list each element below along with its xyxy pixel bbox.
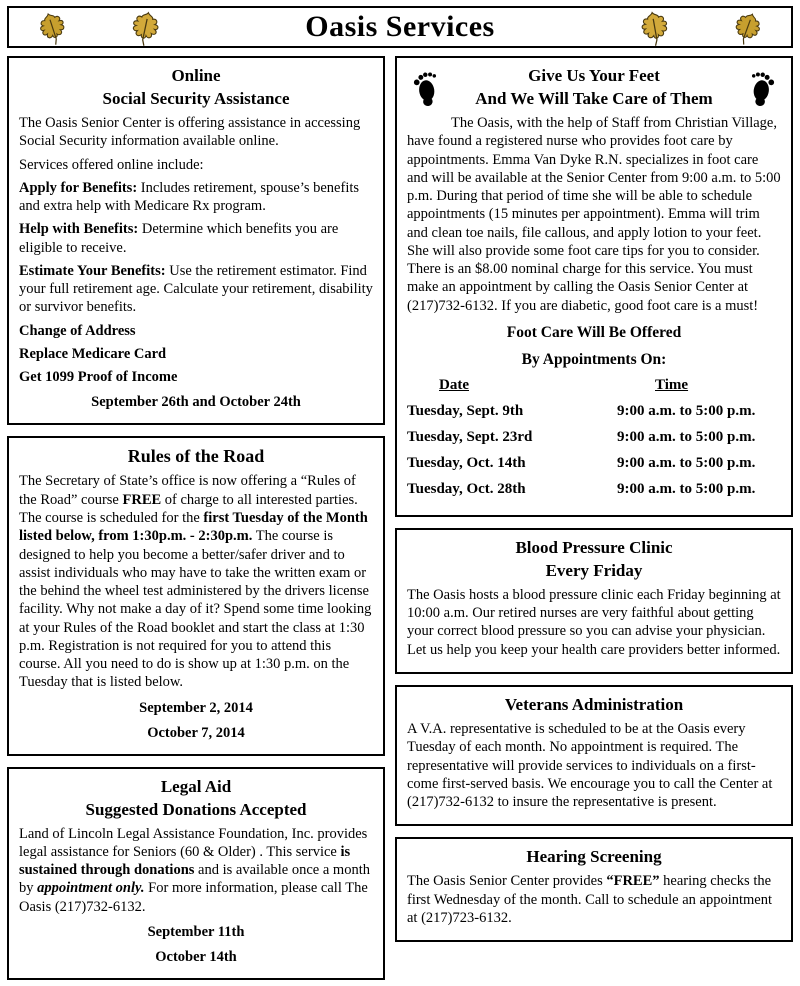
schedule-emphasis: first Tuesday of the Month listed below, from 1:30p.m. - 2:30p.m. bbox=[19, 509, 368, 545]
table-row bbox=[407, 455, 781, 472]
foot-care-title-block bbox=[407, 66, 781, 109]
service-item bbox=[19, 220, 373, 257]
date-line: September 26th and October 24th bbox=[91, 394, 301, 411]
masthead bbox=[7, 6, 793, 48]
intro-text: The Oasis Senior Center is offering assistance in accessing Social Security information available online. bbox=[19, 115, 361, 150]
oak-leaf-icon bbox=[30, 5, 76, 52]
date-column-header: Date bbox=[439, 376, 469, 393]
text-run: hearing checks the first Wednesday of the month. Call to schedule an appointment at (217)723-6132. bbox=[407, 873, 773, 926]
appointment-emphasis: appointment only. bbox=[37, 880, 145, 897]
schedule-time: 9:00 a.m. to 5:00 p.m. bbox=[617, 480, 756, 497]
content-columns bbox=[7, 56, 793, 980]
section-veterans bbox=[395, 685, 793, 826]
hearing-body bbox=[407, 872, 781, 927]
section-rules-of-the-road bbox=[7, 436, 385, 755]
section-foot-care bbox=[395, 56, 793, 517]
schedule-date: Tuesday, Sept. 9th bbox=[407, 402, 524, 419]
text-run: and is available once a month by bbox=[19, 862, 370, 897]
schedule-time: 9:00 a.m. to 5:00 p.m. bbox=[617, 428, 756, 445]
schedule-date: Tuesday, Oct. 14th bbox=[407, 454, 526, 471]
veterans-body: A V.A. representative is scheduled to be at the Oasis every Tuesday of each month. No appointment is required. The representative will provide services to individuals on a first- come first-served basis. We encourage you to call the Center at (217)732-6132 to insure the representative is present. bbox=[407, 720, 773, 811]
oak-leaf-icon bbox=[121, 6, 168, 51]
offer-line: By Appointments On: bbox=[521, 350, 667, 368]
footprint-icon bbox=[745, 66, 778, 111]
free-emphasis: “FREE” bbox=[606, 873, 660, 890]
rules-body bbox=[19, 472, 373, 691]
right-column bbox=[395, 56, 793, 942]
date-line: October 7, 2014 bbox=[147, 724, 245, 741]
date-line: October 14th bbox=[155, 948, 237, 965]
schedule-header-row bbox=[407, 377, 781, 394]
section-subtitle: Suggested Donations Accepted bbox=[85, 799, 307, 819]
text-run: of charge to all interested parties. The course is scheduled for the bbox=[19, 491, 358, 526]
offer-line: Foot Care Will Be Offered bbox=[506, 323, 682, 341]
text-run: For more information, please call The Oasis (217)732-6132. bbox=[19, 880, 368, 915]
left-column bbox=[7, 56, 385, 980]
service-item: Change of Address bbox=[19, 322, 136, 339]
table-row bbox=[407, 429, 781, 446]
services-label: Services offered online include: bbox=[19, 156, 204, 173]
text-run: Use the retirement estimator. Find your full retirement age. Calculate your retirement, disability or survivor benefits. bbox=[19, 262, 373, 316]
section-subtitle: Every Friday bbox=[545, 560, 643, 580]
schedule-time: 9:00 a.m. to 5:00 p.m. bbox=[617, 454, 756, 471]
page-title: Oasis Services bbox=[305, 10, 495, 43]
section-title: Rules of the Road bbox=[127, 446, 265, 467]
text-run: Determine which benefits you are eligible to receive. bbox=[19, 221, 339, 256]
text-run: The Secretary of State’s office is now offering a “Rules of the Road” course bbox=[19, 473, 356, 508]
table-row bbox=[407, 403, 781, 420]
service-item: Replace Medicare Card bbox=[19, 345, 167, 362]
section-legal-aid bbox=[7, 767, 385, 980]
service-item: Get 1099 Proof of Income bbox=[19, 369, 178, 386]
section-title: Hearing Screening bbox=[526, 847, 662, 867]
section-blood-pressure bbox=[395, 528, 793, 674]
section-subtitle: And We Will Take Care of Them bbox=[475, 89, 713, 108]
time-column-header: Time bbox=[655, 376, 689, 393]
legal-body bbox=[19, 825, 373, 916]
free-emphasis: FREE bbox=[122, 491, 162, 508]
service-item bbox=[19, 179, 373, 216]
foot-care-schedule bbox=[407, 377, 781, 498]
section-hearing bbox=[395, 837, 793, 942]
foot-care-body: The Oasis, with the help of Staff from Christian Village, have found a registered nurse who provides foot care by appointments. Emma Van Dyke R.N. specializes in foot care and will be available at the Senior Center from 9:00 a.m. to 5:00 p.m. During that period of time she will be able to schedule appointments (15 minutes per appointment). Emma will trim and clean toe nails, file callous, and apply lotion to your feet. She will also provide some foot care tips for you to consider. There is an $8.00 nominal charge for this service. You must make an appointment by calling the Oasis Senior Center at (217)732-6132. If you are diabetic, good foot care is a must! bbox=[407, 115, 781, 314]
section-title: Legal Aid bbox=[160, 776, 232, 796]
text-run: Apply for Benefits: bbox=[19, 179, 138, 196]
text-run: The Oasis Senior Center provides bbox=[407, 873, 607, 890]
section-subtitle: Social Security Assistance bbox=[102, 89, 290, 108]
oak-leaf-icon bbox=[724, 5, 771, 53]
donations-emphasis: is sustained through donations bbox=[19, 843, 351, 879]
schedule-time: 9:00 a.m. to 5:00 p.m. bbox=[617, 402, 756, 419]
section-title: Veterans Administration bbox=[504, 694, 684, 714]
text-run: The course is designed to help you become a better/safer driver and to assist individuals who may have to take the written exam or the behind the wheel test administered by the drivers license facility. Why not make a day of it? Spend some time looking at your Rules of the Road booklet and start the class at 1:30 p.m. Registration is not required for you to attend this course. All you need to do is show up at 1:30 p.m. on the Tuesday that is listed below. bbox=[19, 528, 372, 691]
section-title: Blood Pressure Clinic bbox=[515, 537, 673, 557]
date-line: September 2, 2014 bbox=[139, 699, 253, 716]
text-run: Land of Lincoln Legal Assistance Foundation, Inc. provides legal assistance for Seniors (60 & Older) . This service bbox=[19, 825, 368, 860]
blood-pressure-body: The Oasis hosts a blood pressure clinic each Friday beginning at 10:00 a.m. Our retired nurses are very faithful about getting your correct blood pressure so you can advise your physician. Let us help you keep your health care providers better informed. bbox=[407, 586, 781, 658]
section-title: Give Us Your Feet bbox=[528, 66, 660, 85]
service-item bbox=[19, 262, 373, 317]
footprint-icon bbox=[410, 66, 443, 111]
section-social-security bbox=[7, 56, 385, 425]
text-run: Estimate Your Benefits: bbox=[19, 262, 166, 279]
oak-leaf-icon bbox=[632, 7, 678, 51]
table-row bbox=[407, 481, 781, 498]
date-line: September 11th bbox=[147, 923, 245, 940]
text-run: Includes retirement, spouse’s benefits and extra help with Medicare Rx program. bbox=[19, 179, 360, 215]
text-run: Help with Benefits: bbox=[19, 221, 139, 238]
section-title: Online bbox=[171, 66, 221, 85]
schedule-date: Tuesday, Oct. 28th bbox=[407, 480, 526, 497]
schedule-date: Tuesday, Sept. 23rd bbox=[407, 428, 533, 445]
